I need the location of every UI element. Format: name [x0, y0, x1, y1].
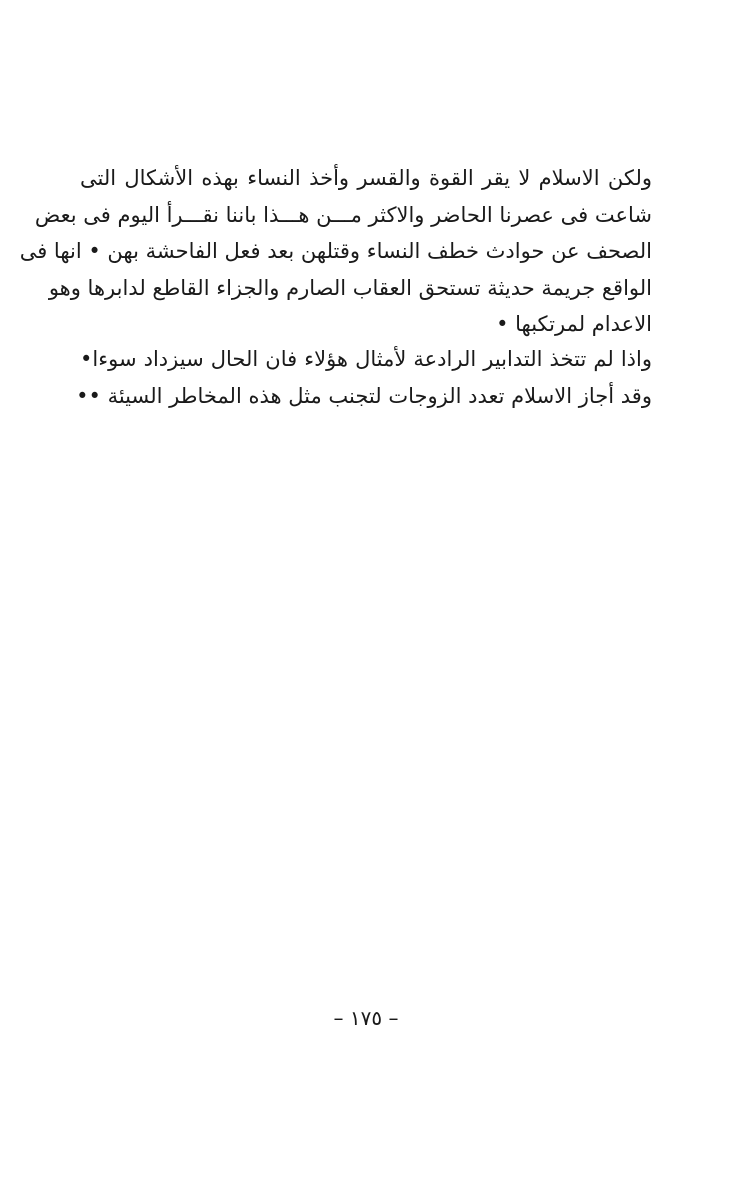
paragraph-1-line-3: الصحف عن حوادث خطف النساء وقتلهن بعد فعل الفاحشة بهن • انها فى — [19, 239, 652, 263]
paragraph-2-line-1: واذا لم تتخذ التدابير الرادعة لأمثال هؤلاء فان الحال سيزداد سوءا• — [80, 347, 652, 371]
paragraph-1-line-2: شاعت فى عصرنا الحاضر والاكثر مـــن هـــذا باننا نقـــرأ اليوم فى بعض — [34, 202, 652, 227]
paragraph-1-line-1: ولكن الاسلام لا يقر القوة والقسر وأخذ النساء بهذه الأشكال التى — [80, 166, 652, 190]
paragraph-1-line-4: الواقع جريمة حديثة تستحق العقاب الصارم والجزاء القاطع لدابرها وهو — [48, 275, 652, 300]
paragraph-1 — [19, 160, 652, 343]
page-number: – ١٧٥ – — [333, 1006, 399, 1030]
paragraph-2-line-2: وقد أجاز الاسلام تعدد الزوجات لتجنب مثل هذه المخاطر السيئة •• — [76, 383, 652, 408]
paragraph-1-line-5: الاعدام لمرتكبها • — [496, 312, 652, 336]
paragraph-2 — [76, 341, 652, 414]
